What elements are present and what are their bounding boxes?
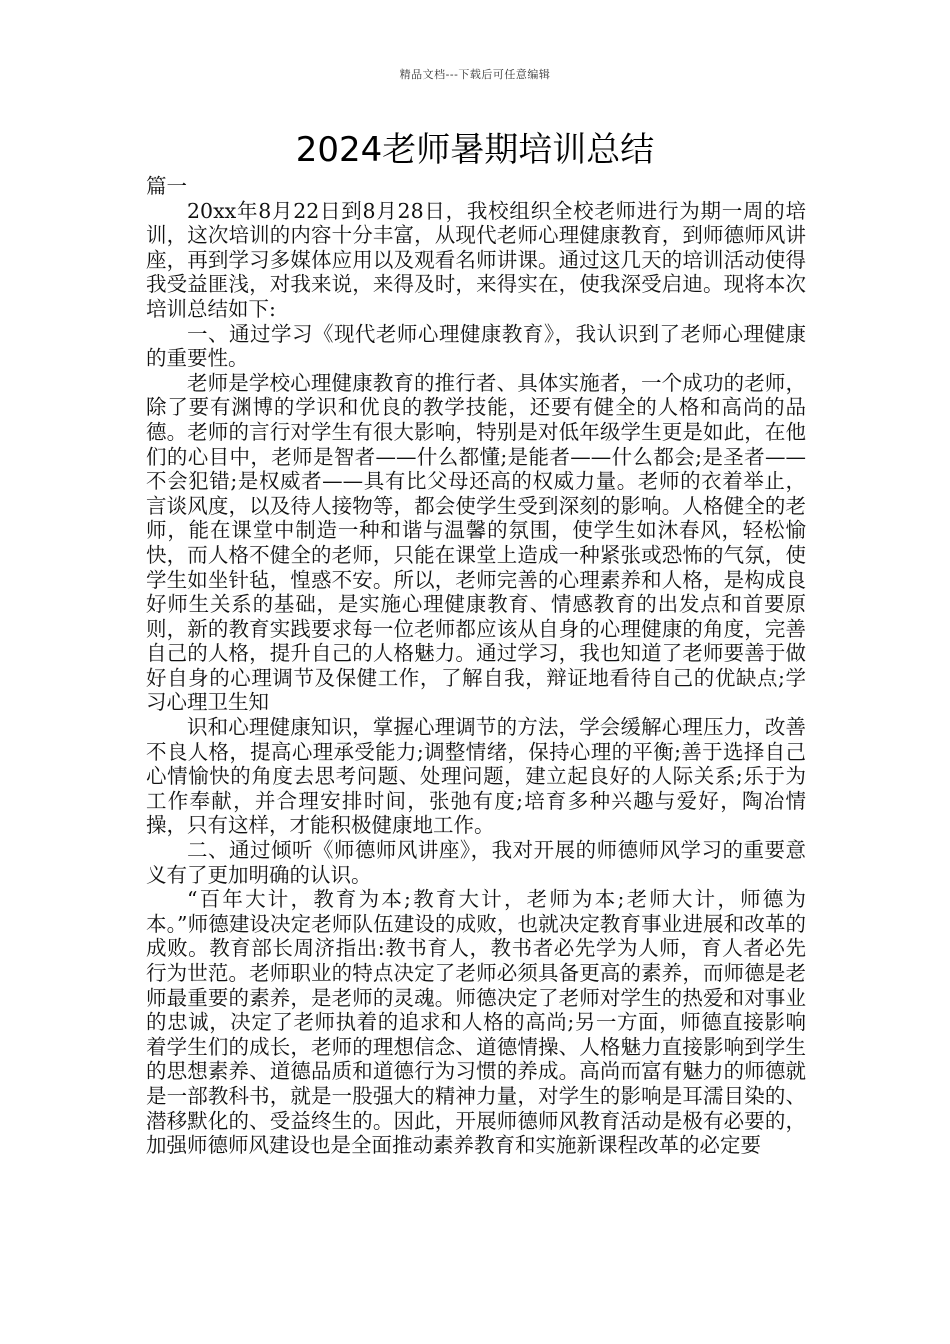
paragraph-continuation: 识和心理健康知识，掌握心理调节的方法，学会缓解心理压力，改善不良人格，提高心理承受能力;调整情绪，保持心理的平衡;善于选择自己心情愉快的角度去思考问题、处理问题，建立起良好的人际关系;乐于为工作奉献，并合理安排时间，张弛有度;培育多种兴趣与爱好，陶冶情操，只有这样，才能积极健康地工作。 bbox=[146, 715, 806, 838]
document-body bbox=[146, 174, 806, 1158]
section-label: 篇一 bbox=[146, 174, 187, 198]
page-header: 精品文档---下载后可任意编辑 bbox=[399, 68, 551, 81]
paragraph-teacher-ethics: “百年大计，教育为本;教育大计，老师为本;老师大计，师德为本。”师德建设决定老师队伍建设的成败，也就决定教育事业进展和改革的成败。教育部长周济指出:教书育人，教书者必先学为人师，育人者必先行为世范。老师职业的特点决定了老师必须具备更高的素养，而师德是老师最重要的素养，是老师的灵魂。师德决定了老师对学生的热爱和对事业的忠诚，决定了老师执着的追求和人格的高尚;另一方面，师德直接影响着学生们的成长，老师的理想信念、道德情操、人格魅力直接影响到学生的思想素养、道德品质和道德行为习惯的养成。高尚而富有魅力的师德就是一部教科书，就是一股强大的精神力量，对学生的影响是耳濡目染的、潜移默化的、受益终生的。因此，开展师德师风教育活动是极有必要的，加强师德师风建设也是全面推动素养教育和实施新课程改革的必定要 bbox=[146, 887, 806, 1158]
heading-part-two: 二、通过倾听《师德师风讲座》，我对开展的师德师风学习的重要意义有了更加明确的认识。 bbox=[146, 838, 806, 887]
heading-part-one: 一、通过学习《现代老师心理健康教育》，我认识到了老师心理健康的重要性。 bbox=[146, 321, 806, 371]
paragraph-intro: 20xx年8月22日到8月28日，我校组织全校老师进行为期一周的培训，这次培训的内容十分丰富，从现代老师心理健康教育，到师德师风讲座，再到学习多媒体应用以及观看名师讲课。通过这几天的培训活动使得我受益匪浅，对我来说，来得及时，来得实在，使我深受启迪。现将本次培训总结如下: bbox=[146, 198, 806, 321]
document-title: 2024老师暑期培训总结 bbox=[295, 130, 655, 170]
paragraph-teacher-mental-health: 老师是学校心理健康教育的推行者、具体实施者，一个成功的老师，除了要有渊博的学识和优良的教学技能，还要有健全的人格和高尚的品德。老师的言行对学生有很大影响，特别是对低年级学生更是如此，在他们的心目中，老师是智者——什么都懂;是能者——什么都会;是圣者——不会犯错;是权威者——具有比父母还高的权威力量。老师的衣着举止，言谈风度，以及待人接物等，都会使学生受到深刻的影响。人格健全的老师，能在课堂中制造一种和谐与温馨的氛围，使学生如沐春风，轻松愉快，而人格不健全的老师，只能在课堂上造成一种紧张或恐怖的气氛，使学生如坐针毡，惶惑不安。所以，老师完善的心理素养和人格，是构成良好师生关系的基础，是实施心理健康教育、情感教育的出发点和首要原则，新的教育实践要求每一位老师都应该从自身的心理健康的角度，完善自己的人格，提升自己的人格魅力。通过学习，我也知道了老师要善于做好自身的心理调节及保健工作，了解自我，辩证地看待自己的优缺点;学习心理卫生知 bbox=[146, 370, 806, 715]
